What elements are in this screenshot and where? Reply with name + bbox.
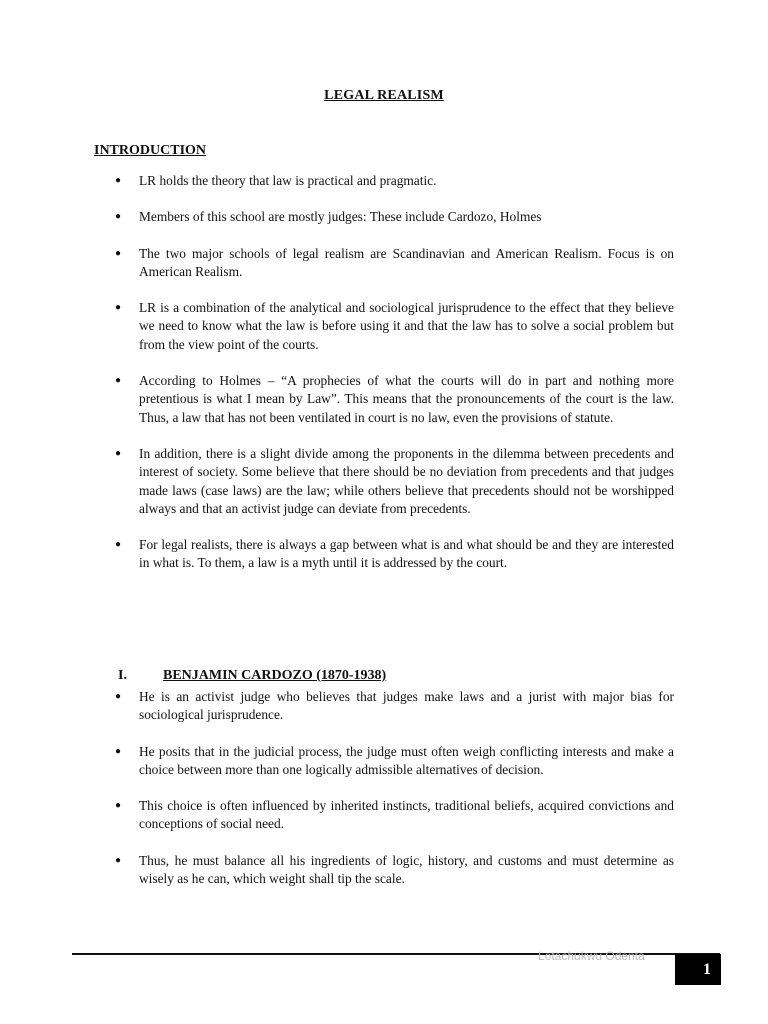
bullet-icon: ● bbox=[115, 375, 122, 387]
list-item bbox=[112, 688, 674, 725]
list-item bbox=[112, 372, 674, 427]
intro-heading: INTRODUCTION bbox=[94, 143, 207, 158]
bullet-icon: ● bbox=[115, 175, 122, 186]
list-item-text: This choice is often influenced by inherited instincts, traditional beliefs, acquired convictions and conceptions of social need. bbox=[139, 798, 674, 832]
list-item-text: He posits that in the judicial process, the judge must often weigh conflicting interests and make a choice between more than one logically admissible alternatives of decision. bbox=[139, 743, 674, 777]
list-item bbox=[112, 245, 674, 282]
list-item bbox=[112, 536, 674, 573]
list-item bbox=[112, 172, 674, 190]
bullet-icon: ● bbox=[115, 302, 122, 314]
list-item bbox=[112, 445, 674, 518]
section-number: I. bbox=[118, 668, 127, 683]
list-item-text: LR holds the theory that law is practical and pragmatic. bbox=[139, 173, 437, 188]
list-item-text: According to Holmes – “A prophecies of what the courts will do in part and nothing more pretentious is what I mean by Law”. This means that the pronouncements of the court is the law. Thus, a law that has not been ventilated in court is no law, even the provisions of statute. bbox=[139, 373, 674, 425]
bullet-icon: ● bbox=[115, 854, 122, 866]
list-item bbox=[112, 208, 674, 226]
list-item-text: Members of this school are mostly judges: These include Cardozo, Holmes bbox=[139, 209, 542, 225]
cardozo-list bbox=[112, 688, 674, 888]
section-title: BENJAMIN CARDOZO (1870-1938) bbox=[163, 668, 387, 683]
page-number: 1 bbox=[703, 960, 711, 978]
list-item-text: He is an activist judge who believes that judges make laws and a jurist with major bias for sociological jurisprudence. bbox=[139, 689, 674, 723]
bullet-icon: ● bbox=[115, 745, 122, 757]
bullet-icon: ● bbox=[115, 539, 122, 551]
list-item bbox=[112, 797, 674, 834]
bullet-icon: ● bbox=[115, 247, 122, 259]
bullet-icon: ● bbox=[115, 800, 122, 812]
bullet-icon: ● bbox=[115, 691, 122, 702]
page-number-box bbox=[675, 954, 721, 985]
section-heading-cardozo bbox=[118, 668, 386, 684]
page-title: LEGAL REALISM bbox=[324, 88, 444, 103]
bullet-icon: ● bbox=[115, 447, 122, 459]
list-item-text: For legal realists, there is always a gap between what is and what should be and they are interested in what is. To them, a law is a myth until it is addressed by the court. bbox=[139, 537, 674, 571]
bullet-icon: ● bbox=[115, 211, 122, 223]
footer-author: Lotachukwu Odenta bbox=[538, 949, 645, 963]
list-item bbox=[112, 852, 674, 889]
list-item-text: Thus, he must balance all his ingredients of logic, history, and customs and must determine as wisely as he can, which weight shall tip the scale. bbox=[139, 852, 674, 887]
list-item bbox=[112, 743, 674, 780]
list-item-text: The two major schools of legal realism are Scandinavian and American Realism. Focus is on American Realism. bbox=[139, 245, 674, 279]
intro-list bbox=[112, 172, 674, 573]
list-item-text: LR is a combination of the analytical and sociological jurisprudence to the effect that they believe we need to know what the law is before using it and that the law has to solve a social problem but from the view point of the courts. bbox=[139, 300, 674, 352]
list-item-text: In addition, there is a slight divide among the proponents in the dilemma between precedents and interest of society. Some believe that there should be no deviation from precedents and that judges made laws (case laws) are the law; while others believe that precedents should not be worshipped always and that an activist judge can deviate from precedents. bbox=[139, 445, 674, 516]
list-item bbox=[112, 299, 674, 354]
